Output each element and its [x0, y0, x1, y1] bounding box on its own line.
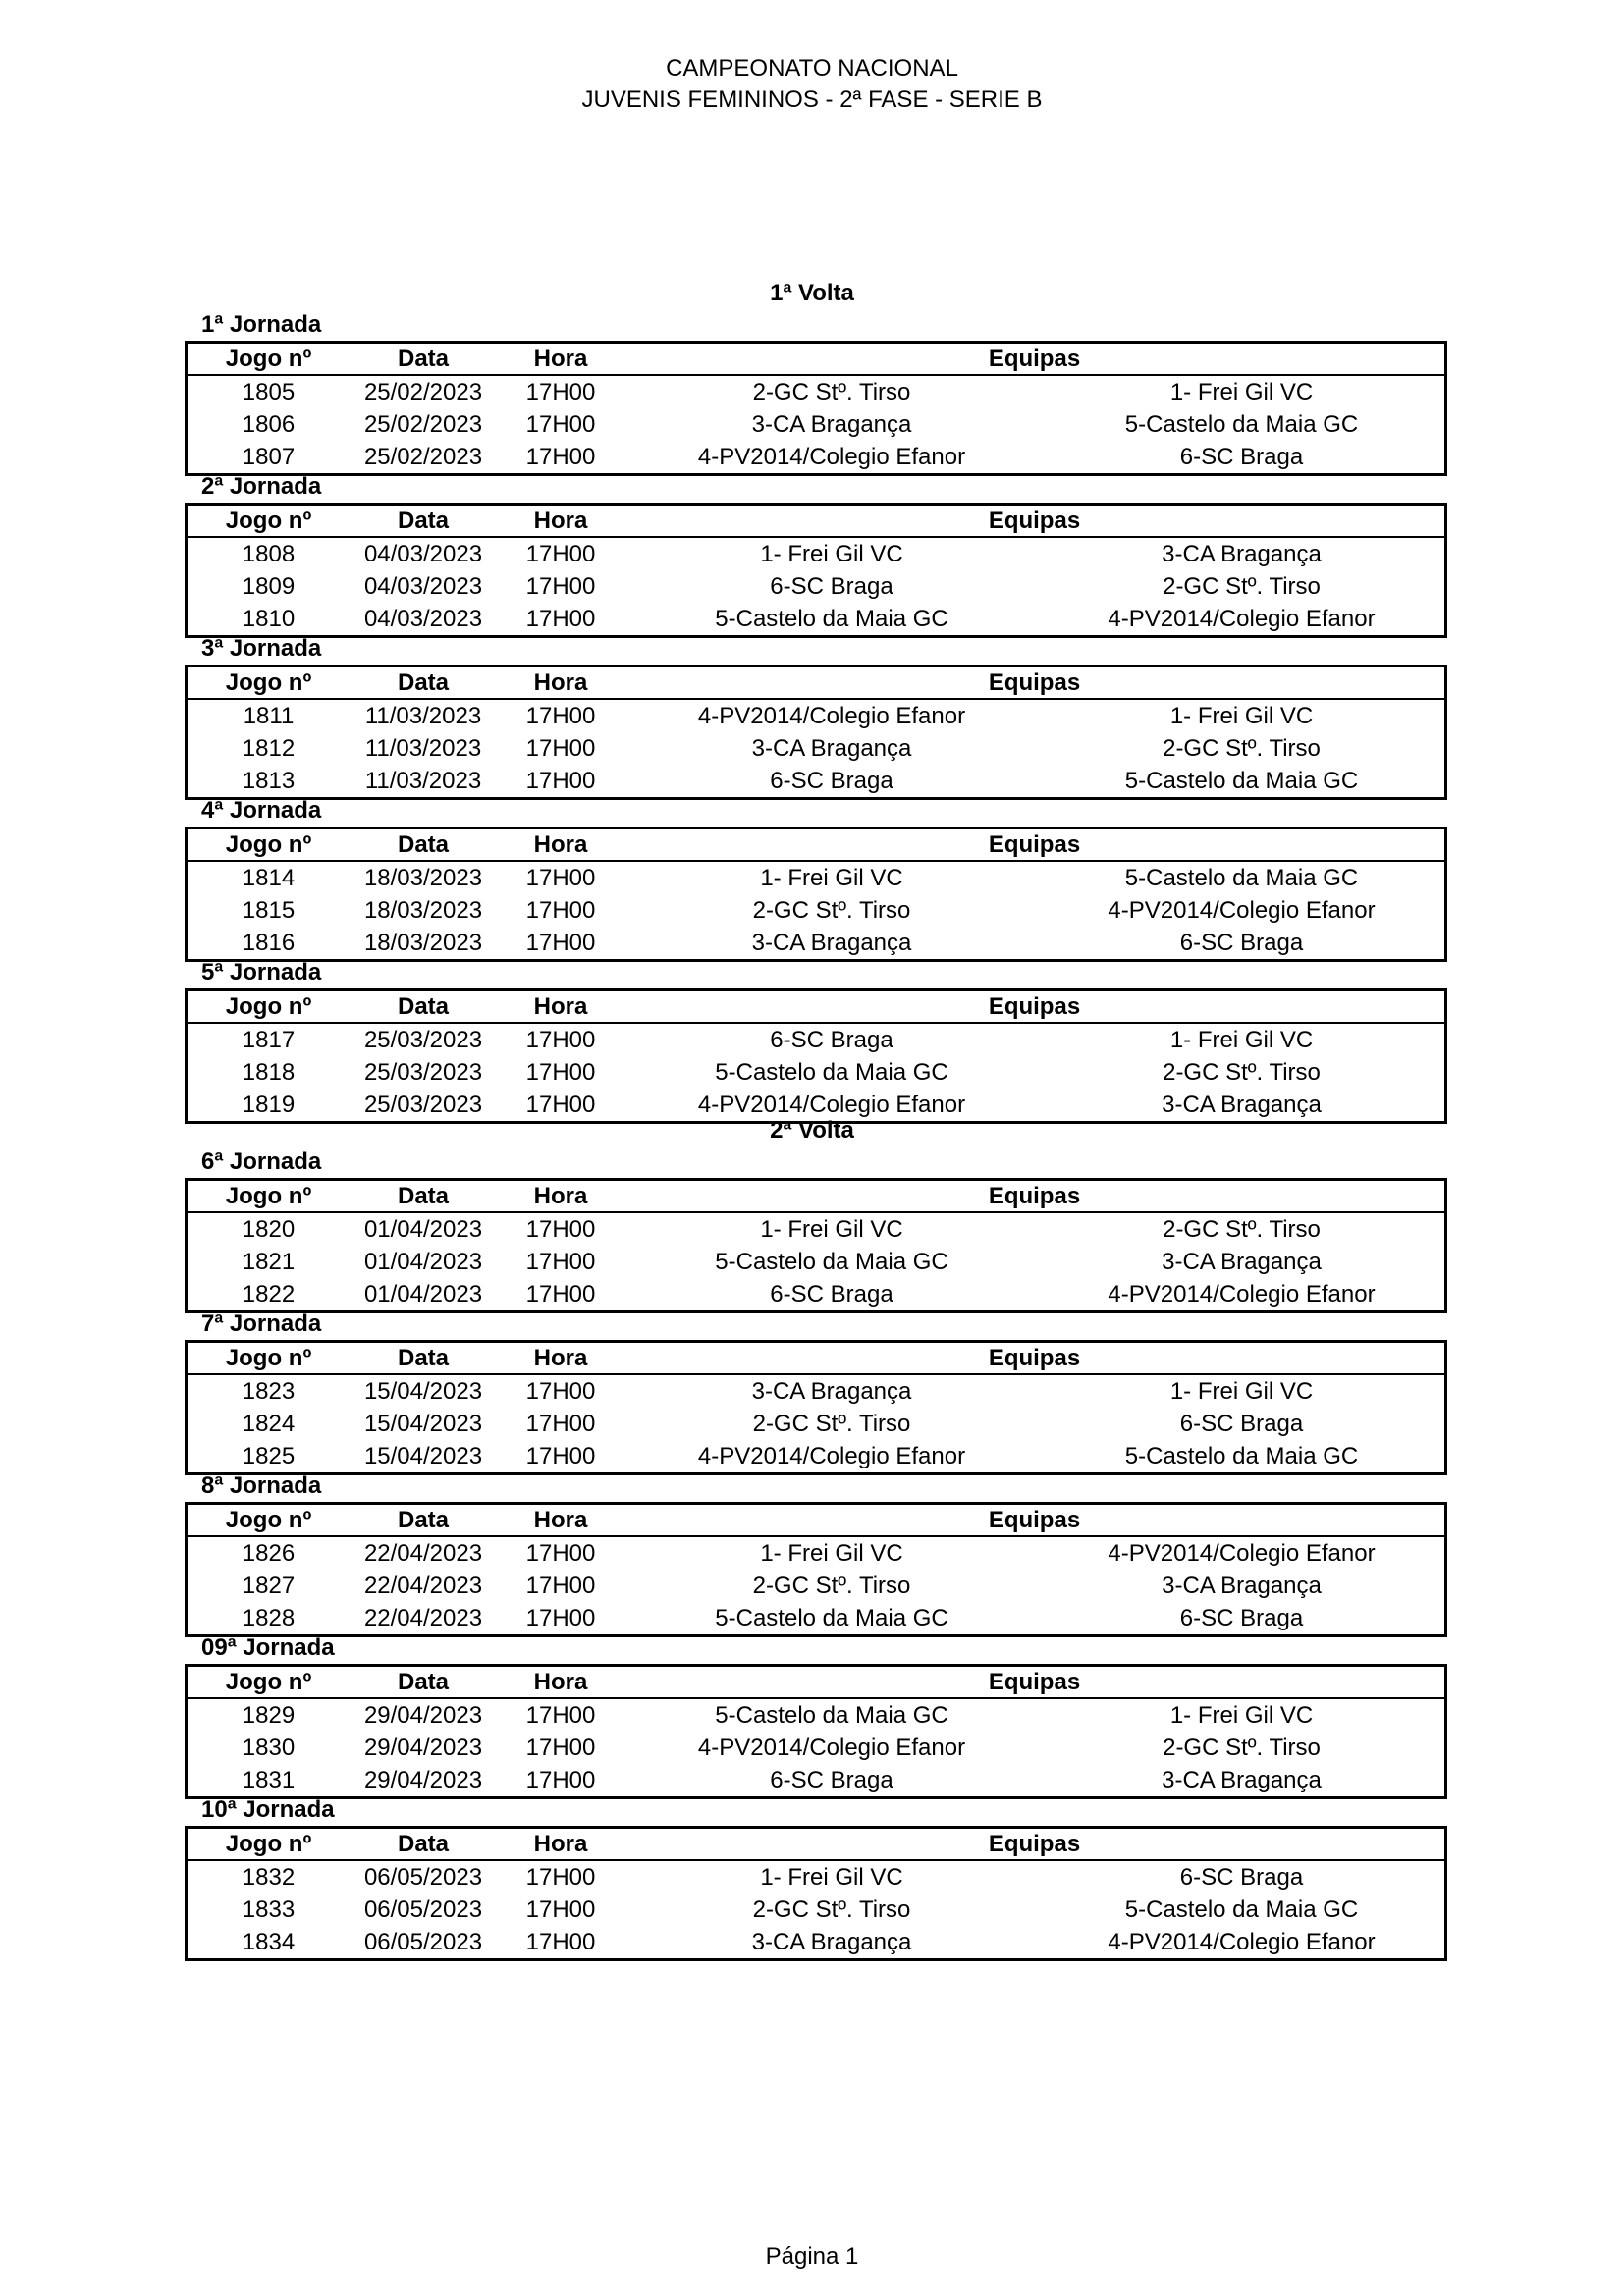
column-header-hora: Hora — [533, 1669, 588, 1695]
home-team: 5-Castelo da Maia GC — [715, 1059, 948, 1086]
column-header-jogo: Jogo nº — [225, 507, 312, 534]
games-table — [185, 1502, 1447, 1637]
game-time: 17H00 — [525, 1216, 596, 1243]
column-header-hora: Hora — [533, 1183, 588, 1209]
game-number: 1815 — [242, 897, 296, 924]
column-header-data: Data — [397, 346, 450, 372]
away-team: 6-SC Braga — [1179, 1605, 1304, 1631]
game-time: 17H00 — [525, 541, 596, 567]
game-time: 17H00 — [525, 1767, 596, 1793]
game-time: 17H00 — [525, 1605, 596, 1631]
away-team: 3-CA Bragança — [1162, 1249, 1322, 1275]
home-team: 1- Frei Gil VC — [760, 541, 903, 567]
game-date: 25/02/2023 — [363, 444, 483, 470]
column-header-equipas: Equipas — [988, 1345, 1081, 1371]
table-row — [188, 1537, 1444, 1570]
column-header-data: Data — [397, 1507, 450, 1533]
jornada-title: 8ª Jornada — [201, 1472, 322, 1499]
game-time: 17H00 — [525, 1443, 596, 1469]
game-number: 1833 — [242, 1896, 296, 1923]
away-team: 2-GC Stº. Tirso — [1163, 1059, 1321, 1086]
column-header-data: Data — [397, 1669, 450, 1695]
game-date: 06/05/2023 — [363, 1929, 483, 1955]
home-team: 1- Frei Gil VC — [760, 865, 903, 891]
game-time: 17H00 — [525, 1735, 596, 1761]
column-header-jogo: Jogo nº — [225, 1345, 312, 1371]
column-header-equipas: Equipas — [988, 1669, 1081, 1695]
game-number: 1823 — [242, 1378, 296, 1405]
game-time: 17H00 — [525, 1929, 596, 1955]
volta-title: 1ª Volta — [770, 280, 854, 306]
games-table — [185, 1664, 1447, 1799]
games-table — [185, 503, 1447, 638]
home-team: 5-Castelo da Maia GC — [715, 1605, 948, 1631]
jornada-title: 5ª Jornada — [201, 959, 322, 986]
game-time: 17H00 — [525, 1864, 596, 1891]
game-time: 17H00 — [525, 930, 596, 956]
table-row — [188, 1375, 1444, 1408]
game-date: 25/03/2023 — [363, 1027, 483, 1053]
table-row — [188, 538, 1444, 570]
column-header-equipas: Equipas — [988, 831, 1081, 858]
table-row — [188, 1213, 1444, 1246]
column-header-jogo: Jogo nº — [225, 1831, 312, 1857]
game-number: 1814 — [242, 865, 296, 891]
away-team: 6-SC Braga — [1179, 444, 1304, 470]
column-header-jogo: Jogo nº — [225, 993, 312, 1020]
game-number: 1827 — [242, 1573, 296, 1599]
game-date: 04/03/2023 — [363, 541, 483, 567]
game-time: 17H00 — [525, 1702, 596, 1729]
home-team: 4-PV2014/Colegio Efanor — [697, 1735, 966, 1761]
column-header-hora: Hora — [533, 346, 588, 372]
column-header-equipas: Equipas — [988, 1183, 1081, 1209]
table-header-row — [188, 1505, 1444, 1537]
away-team: 3-CA Bragança — [1162, 1092, 1322, 1118]
jornada-title: 6ª Jornada — [201, 1148, 322, 1175]
game-date: 01/04/2023 — [363, 1249, 483, 1275]
away-team: 2-GC Stº. Tirso — [1163, 1735, 1321, 1761]
home-team: 5-Castelo da Maia GC — [715, 1249, 948, 1275]
game-number: 1826 — [242, 1540, 296, 1567]
game-date: 01/04/2023 — [363, 1216, 483, 1243]
column-header-jogo: Jogo nº — [225, 346, 312, 372]
game-time: 17H00 — [525, 1059, 596, 1086]
column-header-data: Data — [397, 831, 450, 858]
game-date: 29/04/2023 — [363, 1735, 483, 1761]
game-number: 1811 — [243, 703, 295, 729]
home-team: 6-SC Braga — [770, 1767, 893, 1793]
away-team: 6-SC Braga — [1179, 1411, 1304, 1437]
column-header-hora: Hora — [533, 831, 588, 858]
table-row — [188, 1764, 1444, 1796]
game-time: 17H00 — [525, 897, 596, 924]
game-number: 1816 — [242, 930, 296, 956]
header-title: CAMPEONATO NACIONAL — [666, 55, 958, 81]
game-date: 04/03/2023 — [363, 573, 483, 600]
away-team: 4-PV2014/Colegio Efanor — [1108, 1540, 1376, 1567]
game-date: 11/03/2023 — [364, 703, 482, 729]
home-team: 4-PV2014/Colegio Efanor — [697, 1092, 966, 1118]
column-header-jogo: Jogo nº — [225, 1183, 312, 1209]
away-team: 6-SC Braga — [1179, 930, 1304, 956]
games-table — [185, 1178, 1447, 1313]
game-time: 17H00 — [525, 411, 596, 438]
home-team: 6-SC Braga — [770, 1281, 893, 1308]
home-team: 2-GC Stº. Tirso — [752, 1573, 911, 1599]
game-date: 22/04/2023 — [363, 1573, 483, 1599]
home-team: 6-SC Braga — [770, 573, 893, 600]
home-team: 2-GC Stº. Tirso — [752, 897, 911, 924]
column-header-equipas: Equipas — [988, 669, 1081, 696]
game-date: 29/04/2023 — [363, 1767, 483, 1793]
game-date: 22/04/2023 — [363, 1605, 483, 1631]
home-team: 6-SC Braga — [770, 768, 893, 794]
games-table — [185, 988, 1447, 1124]
game-time: 17H00 — [525, 379, 596, 405]
game-number: 1825 — [242, 1443, 296, 1469]
games-table — [185, 827, 1447, 962]
column-header-hora: Hora — [533, 1507, 588, 1533]
game-date: 06/05/2023 — [363, 1864, 483, 1891]
home-team: 2-GC Stº. Tirso — [752, 1411, 911, 1437]
game-number: 1832 — [242, 1864, 296, 1891]
jornada-title: 10ª Jornada — [201, 1796, 335, 1823]
table-header-row — [188, 829, 1444, 862]
table-header-row — [188, 506, 1444, 538]
away-team: 2-GC Stº. Tirso — [1163, 1216, 1321, 1243]
table-header-row — [188, 1667, 1444, 1699]
game-date: 15/04/2023 — [363, 1378, 483, 1405]
away-team: 1- Frei Gil VC — [1169, 703, 1314, 729]
games-table — [185, 341, 1447, 476]
game-number: 1805 — [242, 379, 296, 405]
home-team: 4-PV2014/Colegio Efanor — [697, 444, 966, 470]
home-team: 3-CA Bragança — [751, 1378, 912, 1405]
away-team: 4-PV2014/Colegio Efanor — [1108, 1929, 1376, 1955]
game-date: 25/02/2023 — [363, 379, 483, 405]
jornada-title: 4ª Jornada — [201, 797, 322, 824]
column-header-data: Data — [397, 507, 450, 534]
game-time: 17H00 — [525, 573, 596, 600]
table-row — [188, 603, 1444, 635]
column-header-hora: Hora — [533, 1345, 588, 1371]
column-header-data: Data — [397, 1183, 450, 1209]
game-number: 1812 — [242, 735, 296, 762]
table-row — [188, 570, 1444, 603]
game-number: 1829 — [242, 1702, 296, 1729]
away-team: 5-Castelo da Maia GC — [1124, 865, 1359, 891]
game-time: 17H00 — [525, 1378, 596, 1405]
column-header-jogo: Jogo nº — [225, 831, 312, 858]
volta-title: 2ª Volta — [770, 1117, 854, 1144]
column-header-data: Data — [397, 1345, 450, 1371]
table-row — [188, 376, 1444, 408]
table-row — [188, 1894, 1444, 1926]
home-team: 2-GC Stº. Tirso — [752, 379, 911, 405]
game-number: 1828 — [242, 1605, 296, 1631]
home-team: 3-CA Bragança — [751, 735, 912, 762]
game-date: 25/03/2023 — [363, 1092, 483, 1118]
home-team: 5-Castelo da Maia GC — [715, 1702, 948, 1729]
column-header-jogo: Jogo nº — [225, 1507, 312, 1533]
game-time: 17H00 — [525, 1540, 596, 1567]
column-header-hora: Hora — [533, 1831, 588, 1857]
jornada-title: 7ª Jornada — [201, 1310, 322, 1337]
away-team: 3-CA Bragança — [1162, 1767, 1322, 1793]
away-team: 4-PV2014/Colegio Efanor — [1108, 1281, 1376, 1308]
game-date: 25/03/2023 — [363, 1059, 483, 1086]
game-time: 17H00 — [525, 735, 596, 762]
game-number: 1817 — [242, 1027, 296, 1053]
game-date: 29/04/2023 — [363, 1702, 483, 1729]
game-time: 17H00 — [525, 1249, 596, 1275]
game-time: 17H00 — [525, 865, 596, 891]
game-date: 22/04/2023 — [363, 1540, 483, 1567]
game-time: 17H00 — [525, 1281, 596, 1308]
table-row — [188, 1408, 1444, 1440]
home-team: 1- Frei Gil VC — [760, 1864, 903, 1891]
home-team: 1- Frei Gil VC — [760, 1216, 903, 1243]
game-date: 11/03/2023 — [364, 735, 482, 762]
header-subtitle: JUVENIS FEMININOS - 2ª FASE - SERIE B — [581, 86, 1043, 113]
table-row — [188, 765, 1444, 797]
games-table — [185, 1340, 1447, 1475]
table-row — [188, 441, 1444, 473]
table-header-row — [188, 1829, 1444, 1861]
game-date: 04/03/2023 — [363, 606, 483, 632]
table-row — [188, 1440, 1444, 1472]
table-header-row — [188, 667, 1444, 700]
game-number: 1822 — [242, 1281, 296, 1308]
game-number: 1813 — [242, 768, 296, 794]
game-date: 18/03/2023 — [363, 897, 483, 924]
table-row — [188, 1732, 1444, 1764]
table-header-row — [188, 991, 1444, 1024]
away-team: 5-Castelo da Maia GC — [1124, 768, 1359, 794]
game-time: 17H00 — [525, 606, 596, 632]
game-number: 1821 — [242, 1249, 296, 1275]
table-row — [188, 408, 1444, 441]
home-team: 5-Castelo da Maia GC — [715, 606, 948, 632]
home-team: 2-GC Stº. Tirso — [752, 1896, 911, 1923]
column-header-data: Data — [397, 993, 450, 1020]
game-number: 1809 — [242, 573, 296, 600]
game-date: 11/03/2023 — [364, 768, 482, 794]
away-team: 1- Frei Gil VC — [1169, 1378, 1314, 1405]
table-row — [188, 700, 1444, 732]
games-table — [185, 1826, 1447, 1961]
table-row — [188, 927, 1444, 959]
home-team: 4-PV2014/Colegio Efanor — [697, 1443, 966, 1469]
table-row — [188, 1926, 1444, 1958]
home-team: 6-SC Braga — [770, 1027, 893, 1053]
column-header-equipas: Equipas — [988, 1507, 1081, 1533]
away-team: 3-CA Bragança — [1162, 1573, 1322, 1599]
table-row — [188, 1278, 1444, 1310]
table-header-row — [188, 1343, 1444, 1375]
column-header-equipas: Equipas — [988, 507, 1081, 534]
game-number: 1824 — [242, 1411, 296, 1437]
away-team: 2-GC Stº. Tirso — [1163, 735, 1321, 762]
table-row — [188, 1602, 1444, 1634]
game-date: 15/04/2023 — [363, 1411, 483, 1437]
home-team: 3-CA Bragança — [751, 930, 912, 956]
game-time: 17H00 — [525, 768, 596, 794]
column-header-jogo: Jogo nº — [225, 669, 312, 696]
game-number: 1819 — [242, 1092, 296, 1118]
home-team: 3-CA Bragança — [751, 1929, 912, 1955]
table-row — [188, 1024, 1444, 1056]
game-date: 15/04/2023 — [363, 1443, 483, 1469]
column-header-jogo: Jogo nº — [225, 1669, 312, 1695]
game-number: 1807 — [242, 444, 296, 470]
home-team: 4-PV2014/Colegio Efanor — [697, 703, 966, 729]
away-team: 5-Castelo da Maia GC — [1124, 411, 1359, 438]
game-number: 1820 — [242, 1216, 296, 1243]
jornada-title: 3ª Jornada — [201, 635, 322, 662]
games-table — [185, 665, 1447, 800]
column-header-equipas: Equipas — [988, 1831, 1081, 1857]
game-time: 17H00 — [525, 703, 596, 729]
game-time: 17H00 — [525, 444, 596, 470]
table-row — [188, 1861, 1444, 1894]
game-number: 1830 — [242, 1735, 296, 1761]
away-team: 4-PV2014/Colegio Efanor — [1108, 897, 1376, 924]
game-number: 1831 — [242, 1767, 296, 1793]
game-time: 17H00 — [525, 1411, 596, 1437]
away-team: 2-GC Stº. Tirso — [1163, 573, 1321, 600]
jornada-title: 1ª Jornada — [201, 311, 322, 338]
game-time: 17H00 — [525, 1573, 596, 1599]
table-row — [188, 1246, 1444, 1278]
column-header-data: Data — [397, 669, 450, 696]
home-team: 1- Frei Gil VC — [760, 1540, 903, 1567]
game-date: 18/03/2023 — [363, 930, 483, 956]
jornada-title: 09ª Jornada — [201, 1634, 335, 1661]
game-number: 1810 — [242, 606, 296, 632]
column-header-hora: Hora — [533, 507, 588, 534]
column-header-data: Data — [397, 1831, 450, 1857]
away-team: 1- Frei Gil VC — [1169, 1027, 1314, 1053]
away-team: 5-Castelo da Maia GC — [1124, 1443, 1359, 1469]
table-row — [188, 1056, 1444, 1089]
away-team: 5-Castelo da Maia GC — [1124, 1896, 1359, 1923]
page-number: Página 1 — [765, 2243, 859, 2269]
home-team: 3-CA Bragança — [751, 411, 912, 438]
game-date: 18/03/2023 — [363, 865, 483, 891]
column-header-hora: Hora — [533, 669, 588, 696]
table-header-row — [188, 344, 1444, 376]
table-row — [188, 732, 1444, 765]
away-team: 1- Frei Gil VC — [1169, 379, 1314, 405]
game-number: 1834 — [242, 1929, 296, 1955]
table-row — [188, 1699, 1444, 1732]
away-team: 1- Frei Gil VC — [1169, 1702, 1314, 1729]
column-header-equipas: Equipas — [988, 993, 1081, 1020]
away-team: 3-CA Bragança — [1162, 541, 1322, 567]
table-row — [188, 1570, 1444, 1602]
away-team: 6-SC Braga — [1179, 1864, 1304, 1891]
game-date: 25/02/2023 — [363, 411, 483, 438]
game-number: 1818 — [242, 1059, 296, 1086]
game-time: 17H00 — [525, 1092, 596, 1118]
jornada-title: 2ª Jornada — [201, 473, 322, 500]
column-header-hora: Hora — [533, 993, 588, 1020]
column-header-equipas: Equipas — [988, 346, 1081, 372]
table-header-row — [188, 1181, 1444, 1213]
game-date: 01/04/2023 — [363, 1281, 483, 1308]
game-time: 17H00 — [525, 1027, 596, 1053]
game-time: 17H00 — [525, 1896, 596, 1923]
game-number: 1808 — [242, 541, 296, 567]
game-number: 1806 — [242, 411, 296, 438]
table-row — [188, 894, 1444, 927]
table-row — [188, 862, 1444, 894]
away-team: 4-PV2014/Colegio Efanor — [1108, 606, 1376, 632]
game-date: 06/05/2023 — [363, 1896, 483, 1923]
